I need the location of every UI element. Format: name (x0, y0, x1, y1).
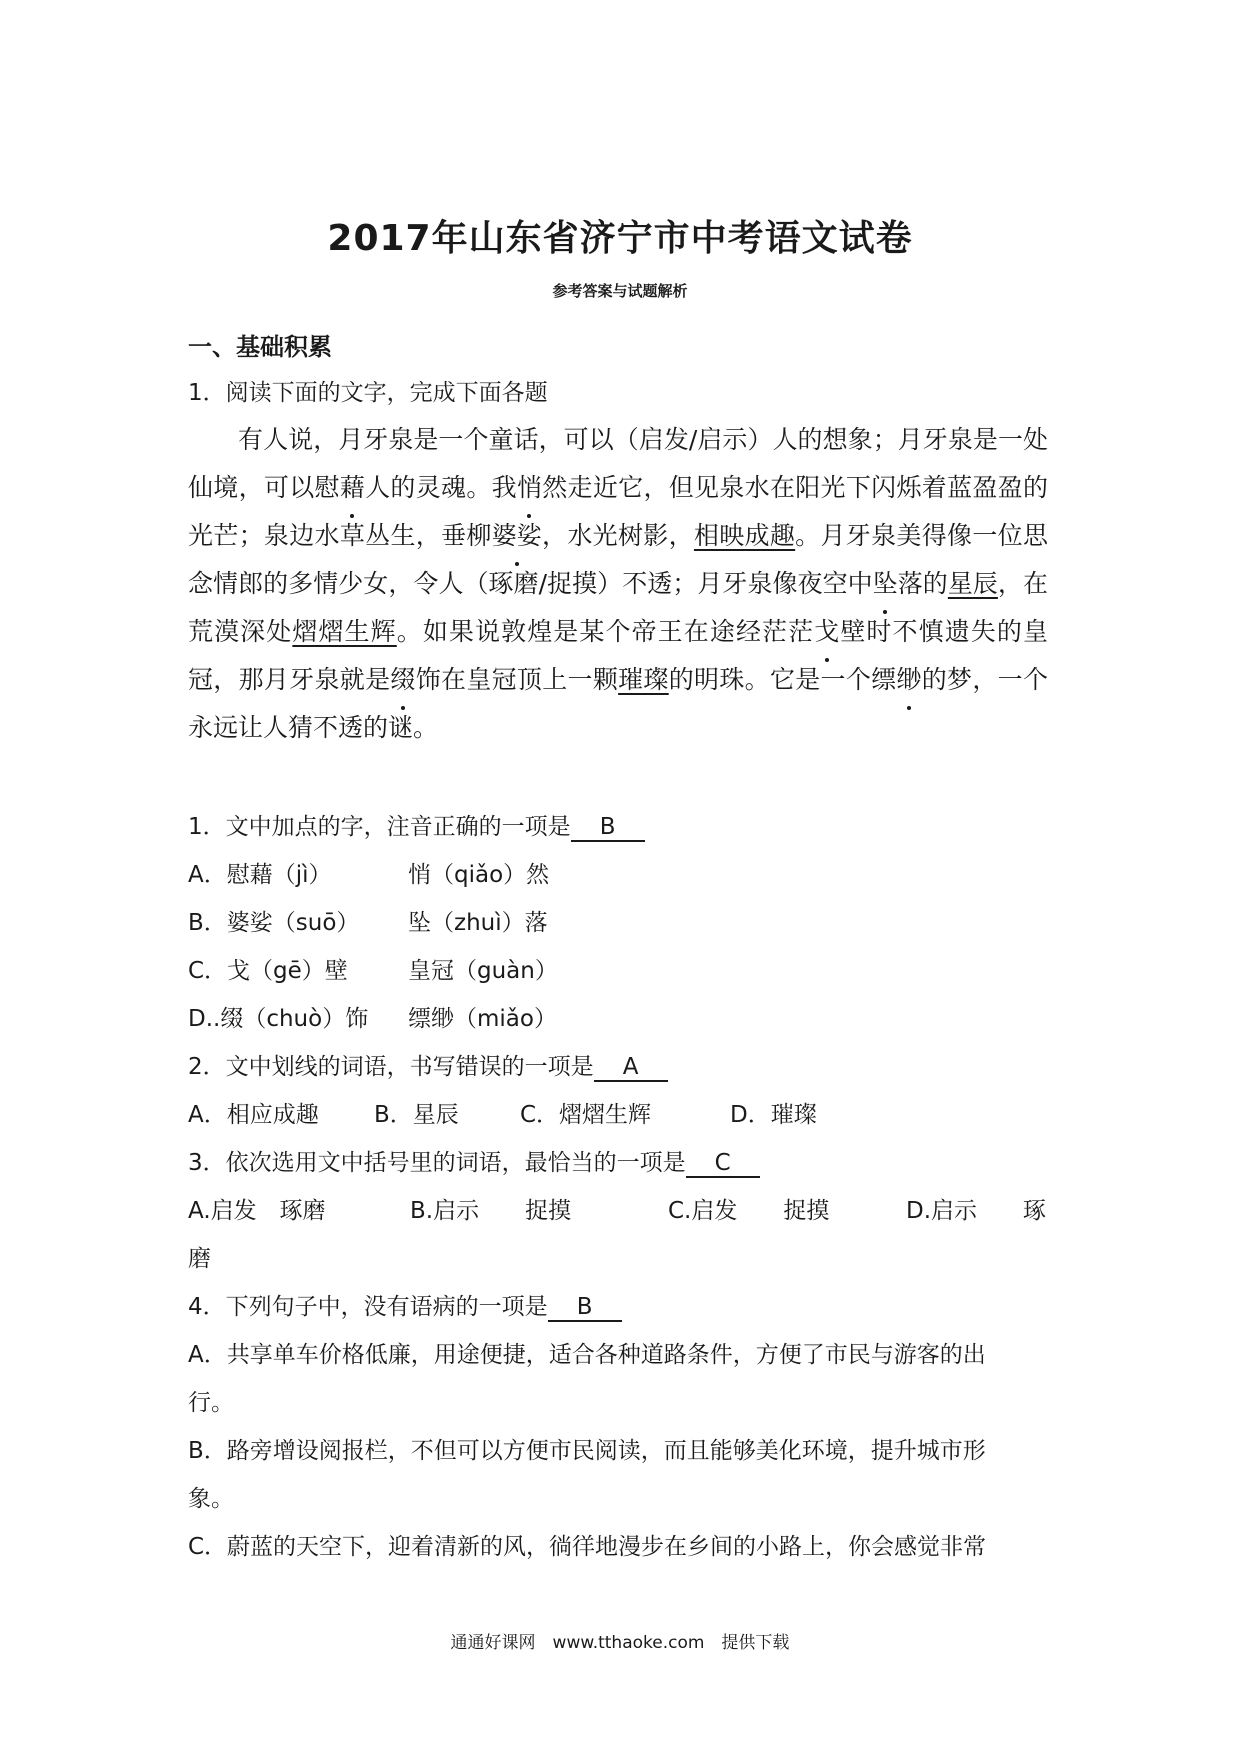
page-title: 2017年山东省济宁市中考语文试卷 (327, 218, 913, 259)
q4-option-a-wrap: 行。 (188, 1390, 234, 1416)
page-subtitle: 参考答案与试题解析 (552, 282, 688, 300)
answer-blank: B (548, 1294, 622, 1322)
question-3: 3．依次选用文中括号里的词语，最恰当的一项是 C (188, 1148, 760, 1178)
q2-options: A．相应成趣 B．星辰 C．熠熠生辉 D．璀璨 (188, 1102, 817, 1128)
q3-options: A.启发 琢磨 B.启示 捉摸 C.启发 捉摸 D.启示 琢 (188, 1198, 1047, 1224)
question-1: 1．文中加点的字，注音正确的一项是 B (188, 812, 645, 842)
q1-option-row: A．慰藉（jì） 悄（qiǎo）然 (188, 862, 550, 888)
dotted-char: 戈 (814, 608, 839, 656)
q4-option-c: C．蔚蓝的天空下，迎着清新的风，徜徉地漫步在乡间的小路上，你会感觉非常 (188, 1534, 987, 1560)
dotted-char: 婆娑 (492, 512, 542, 560)
question-4: 4．下列句子中，没有语病的一项是 B (188, 1292, 622, 1322)
q1-option-row: C．戈（gē）壁 皇冠（guàn） (188, 958, 558, 984)
dotted-char: 缈 (896, 656, 921, 704)
dotted-char: 悄 (517, 464, 542, 512)
q4-option-a: A．共享单车价格低廉，用途便捷，适合各种道路条件，方便了市民与游客的出 (188, 1342, 986, 1368)
dotted-char: 坠 (873, 560, 898, 608)
underlined-word: 璀璨 (618, 665, 669, 694)
q1-option-row: D..缀（chuò）饰 缥缈（miǎo） (188, 1006, 557, 1032)
q4-option-b: B．路旁增设阅报栏，不但可以方便市民阅读，而且能够美化环境，提升城市形 (188, 1438, 986, 1464)
underlined-word: 熠熠生辉 (292, 617, 397, 646)
underlined-word: 相映成趣 (693, 521, 796, 550)
dotted-char: 藉 (340, 464, 365, 512)
section-heading: 一、基础积累 (188, 333, 332, 361)
underlined-word: 星辰 (947, 569, 998, 598)
question-intro: 1．阅读下面的文字，完成下面各题 (188, 380, 548, 406)
answer-blank: B (571, 814, 645, 842)
page-footer: 通通好课网 www.tthaoke.com 提供下载 (450, 1633, 790, 1653)
answer-blank: A (594, 1054, 668, 1082)
q1-option-row: B．婆娑（suō） 坠（zhuì）落 (188, 910, 548, 936)
dotted-char: 缀 (390, 656, 415, 704)
q4-option-b-wrap: 象。 (188, 1486, 234, 1512)
q3-option-wrap: 磨 (188, 1246, 211, 1272)
question-2: 2．文中划线的词语，书写错误的一项是 A (188, 1052, 668, 1082)
reading-passage: 有人说，月牙泉是一个童话，可以（启发/启示）人的想象；月牙泉是一处仙境，可以慰藉人的灵魂。我悄然走近它，但见泉水在阳光下闪烁着蓝盈盈的光芒；泉边水草丛生，垂柳婆娑，水光树影，相映成趣。月牙泉美得像一位思念情郎的多情少女，令人（琢磨/捉摸）不透；月牙泉像夜空中坠落的星辰，在荒漠深处熠熠生辉。如果说敦煌是某个帝王在途经茫茫戈壁时不慎遗失的皇冠，那月牙泉就是缀饰在皇冠顶上一颗璀璨的明珠。它是一个缥缈的梦，一个永远让人猜不透的谜。 (188, 425, 1048, 742)
answer-blank: C (686, 1150, 760, 1178)
